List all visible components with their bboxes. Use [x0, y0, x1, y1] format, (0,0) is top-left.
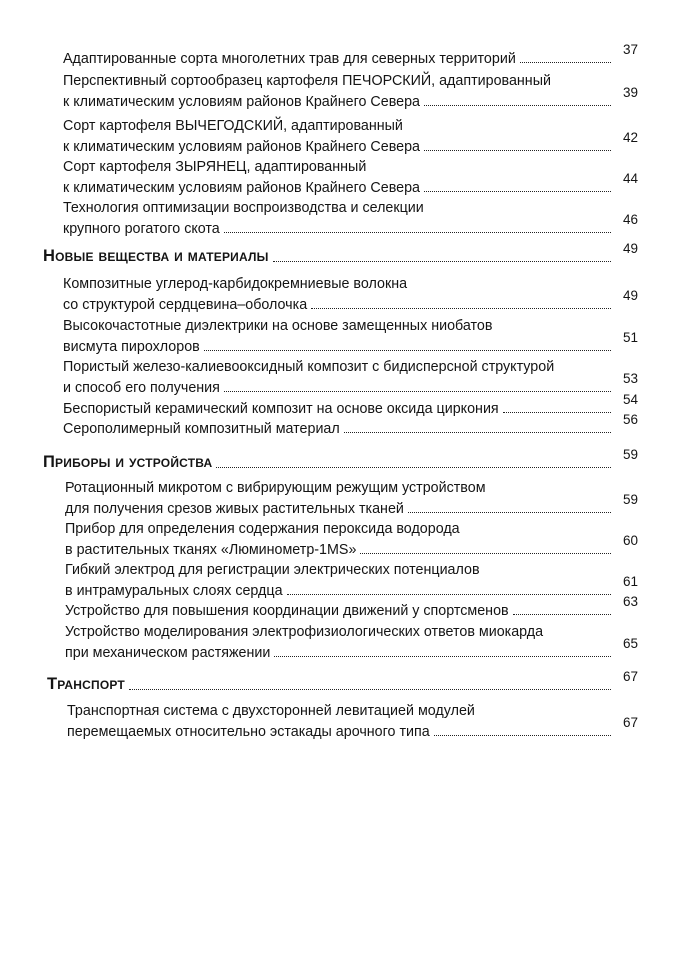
toc-entry-line[interactable]: [65, 518, 614, 537]
toc-entry-line[interactable]: [63, 377, 614, 396]
toc-entry-text: и способ его получения: [63, 380, 220, 396]
toc-entry-text: в растительных тканях «Люминометр-1MS»: [65, 542, 357, 558]
toc-entry-text: для получения срезов живых растительных тканей: [65, 501, 404, 517]
toc-entry-text: Устройство моделирования электрофизиологических ответов миокарда: [65, 624, 544, 640]
dot-leader: [424, 150, 611, 151]
toc-entry-line[interactable]: [63, 115, 614, 134]
toc-entry-text: Транспортная система с двухсторонней левитацией модулей: [67, 703, 475, 719]
toc-entry-line[interactable]: [63, 398, 614, 417]
toc-entry-line[interactable]: [63, 294, 614, 313]
toc-entry-line[interactable]: [65, 559, 614, 578]
toc-entry-line[interactable]: [63, 356, 614, 375]
toc-entry-line[interactable]: [67, 700, 614, 719]
dot-leader: [129, 689, 611, 690]
toc-entry-line[interactable]: [63, 48, 614, 67]
toc-entry-text: к климатическим условиям районов Крайнего Севера: [63, 180, 420, 196]
dot-leader: [408, 512, 611, 513]
toc-entry-text: Пористый железо-калиевооксидный композит с бидисперсной структурой: [63, 359, 555, 375]
toc-page-number: 44: [622, 171, 638, 186]
toc-page-number: 54: [622, 392, 638, 407]
toc-entry-line[interactable]: [63, 315, 614, 334]
toc-entry-text: Беспористый керамический композит на основе оксида циркония: [63, 401, 499, 417]
toc-section-title: Транспорт: [47, 675, 125, 693]
toc-section-page-number: 67: [622, 669, 638, 684]
toc-entry-line[interactable]: [65, 539, 614, 558]
toc-entry-line[interactable]: [63, 91, 614, 110]
toc-section-page-number: 49: [622, 241, 638, 256]
toc-entry-text: Перспективный сортообразец картофеля ПЕЧОРСКИЙ, адаптированный: [63, 73, 551, 89]
toc-entry-line[interactable]: [63, 218, 614, 237]
toc-section-page-number: 59: [622, 447, 638, 462]
toc-entry-line[interactable]: [63, 418, 614, 437]
toc-page-number: 51: [622, 330, 638, 345]
toc-entry-text: к климатическим условиям районов Крайнего Севера: [63, 94, 420, 110]
dot-leader: [434, 735, 611, 736]
toc-entry-line[interactable]: [63, 156, 614, 175]
toc-section-title: Новые вещества и материалы: [43, 247, 269, 265]
toc-section-heading[interactable]: [43, 450, 614, 472]
toc-entry-line[interactable]: [63, 273, 614, 292]
toc-page-number: 42: [622, 130, 638, 145]
toc-page-number: 67: [622, 715, 638, 730]
toc-page-number: 61: [622, 574, 638, 589]
toc-entry-line[interactable]: [65, 498, 614, 517]
dot-leader: [274, 656, 611, 657]
toc-entry-text: висмута пирохлоров: [63, 339, 200, 355]
toc-page-number: 65: [622, 636, 638, 651]
toc-page-number: 46: [622, 212, 638, 227]
dot-leader: [216, 467, 611, 468]
toc-entry-text: при механическом растяжении: [65, 645, 271, 661]
dot-leader: [360, 553, 611, 554]
toc-entry-text: со структурой сердцевина–оболочка: [63, 297, 308, 313]
toc-section-title: Приборы и устройства: [43, 453, 213, 471]
toc-entry-text: к климатическим условиям районов Крайнего Севера: [63, 139, 420, 155]
toc-page-number: 63: [622, 594, 638, 609]
dot-leader: [224, 391, 611, 392]
toc-entry-text: в интрамуральных слоях сердца: [65, 583, 283, 599]
toc-entry-line[interactable]: [63, 336, 614, 355]
toc-page-number: 59: [622, 492, 638, 507]
dot-leader: [503, 412, 611, 413]
toc-entry-text: Технология оптимизации воспроизводства и селекции: [63, 200, 424, 216]
toc-entry-line[interactable]: [65, 580, 614, 599]
toc-entry-text: Сорт картофеля ВЫЧЕГОДСКИЙ, адаптированный: [63, 118, 403, 134]
toc-entry-text: перемещаемых относительно эстакады арочного типа: [67, 724, 430, 740]
dot-leader: [204, 350, 611, 351]
dot-leader: [287, 594, 611, 595]
dot-leader: [424, 105, 611, 106]
dot-leader: [344, 432, 611, 433]
toc-entry-text: Серополимерный композитный материал: [63, 421, 340, 437]
toc-entry-text: Устройство для повышения координации движений у спортсменов: [65, 603, 509, 619]
dot-leader: [311, 308, 611, 309]
toc-entry-line[interactable]: [63, 177, 614, 196]
toc-page-number: 39: [622, 85, 638, 100]
toc-page-number: 60: [622, 533, 638, 548]
dot-leader: [424, 191, 611, 192]
toc-entry-line[interactable]: [63, 197, 614, 216]
toc-entry-text: Композитные углерод-карбидокремниевые волокна: [63, 276, 408, 292]
toc-entry-line[interactable]: [63, 136, 614, 155]
toc-entry-line[interactable]: [65, 642, 614, 661]
dot-leader: [273, 261, 611, 262]
dot-leader: [513, 614, 611, 615]
dot-leader: [224, 232, 611, 233]
toc-entry-text: Адаптированные сорта многолетних трав для северных территорий: [63, 51, 516, 67]
toc-page-number: 56: [622, 412, 638, 427]
dot-leader: [520, 62, 611, 63]
toc-entry-text: крупного рогатого скота: [63, 221, 220, 237]
toc-section-heading[interactable]: [47, 672, 614, 694]
toc-entry-text: Гибкий электрод для регистрации электрических потенциалов: [65, 562, 480, 578]
toc-entry-line[interactable]: [65, 477, 614, 496]
toc-page-number: 53: [622, 371, 638, 386]
toc-section-heading[interactable]: [43, 244, 614, 266]
toc-entry-text: Прибор для определения содержания пероксида водорода: [65, 521, 460, 537]
toc-entry-line[interactable]: [65, 600, 614, 619]
toc-entry-line[interactable]: [63, 70, 614, 89]
toc-entry-text: Высокочастотные диэлектрики на основе замещенных ниобатов: [63, 318, 493, 334]
toc-entry-text: Ротационный микротом с вибрирующим режущим устройством: [65, 480, 486, 496]
toc-entry-line[interactable]: [65, 621, 614, 640]
toc-entry-line[interactable]: [67, 721, 614, 740]
toc-entry-text: Сорт картофеля ЗЫРЯНЕЦ, адаптированный: [63, 159, 367, 175]
toc-page-number: 37: [622, 42, 638, 57]
toc-page-number: 49: [622, 288, 638, 303]
